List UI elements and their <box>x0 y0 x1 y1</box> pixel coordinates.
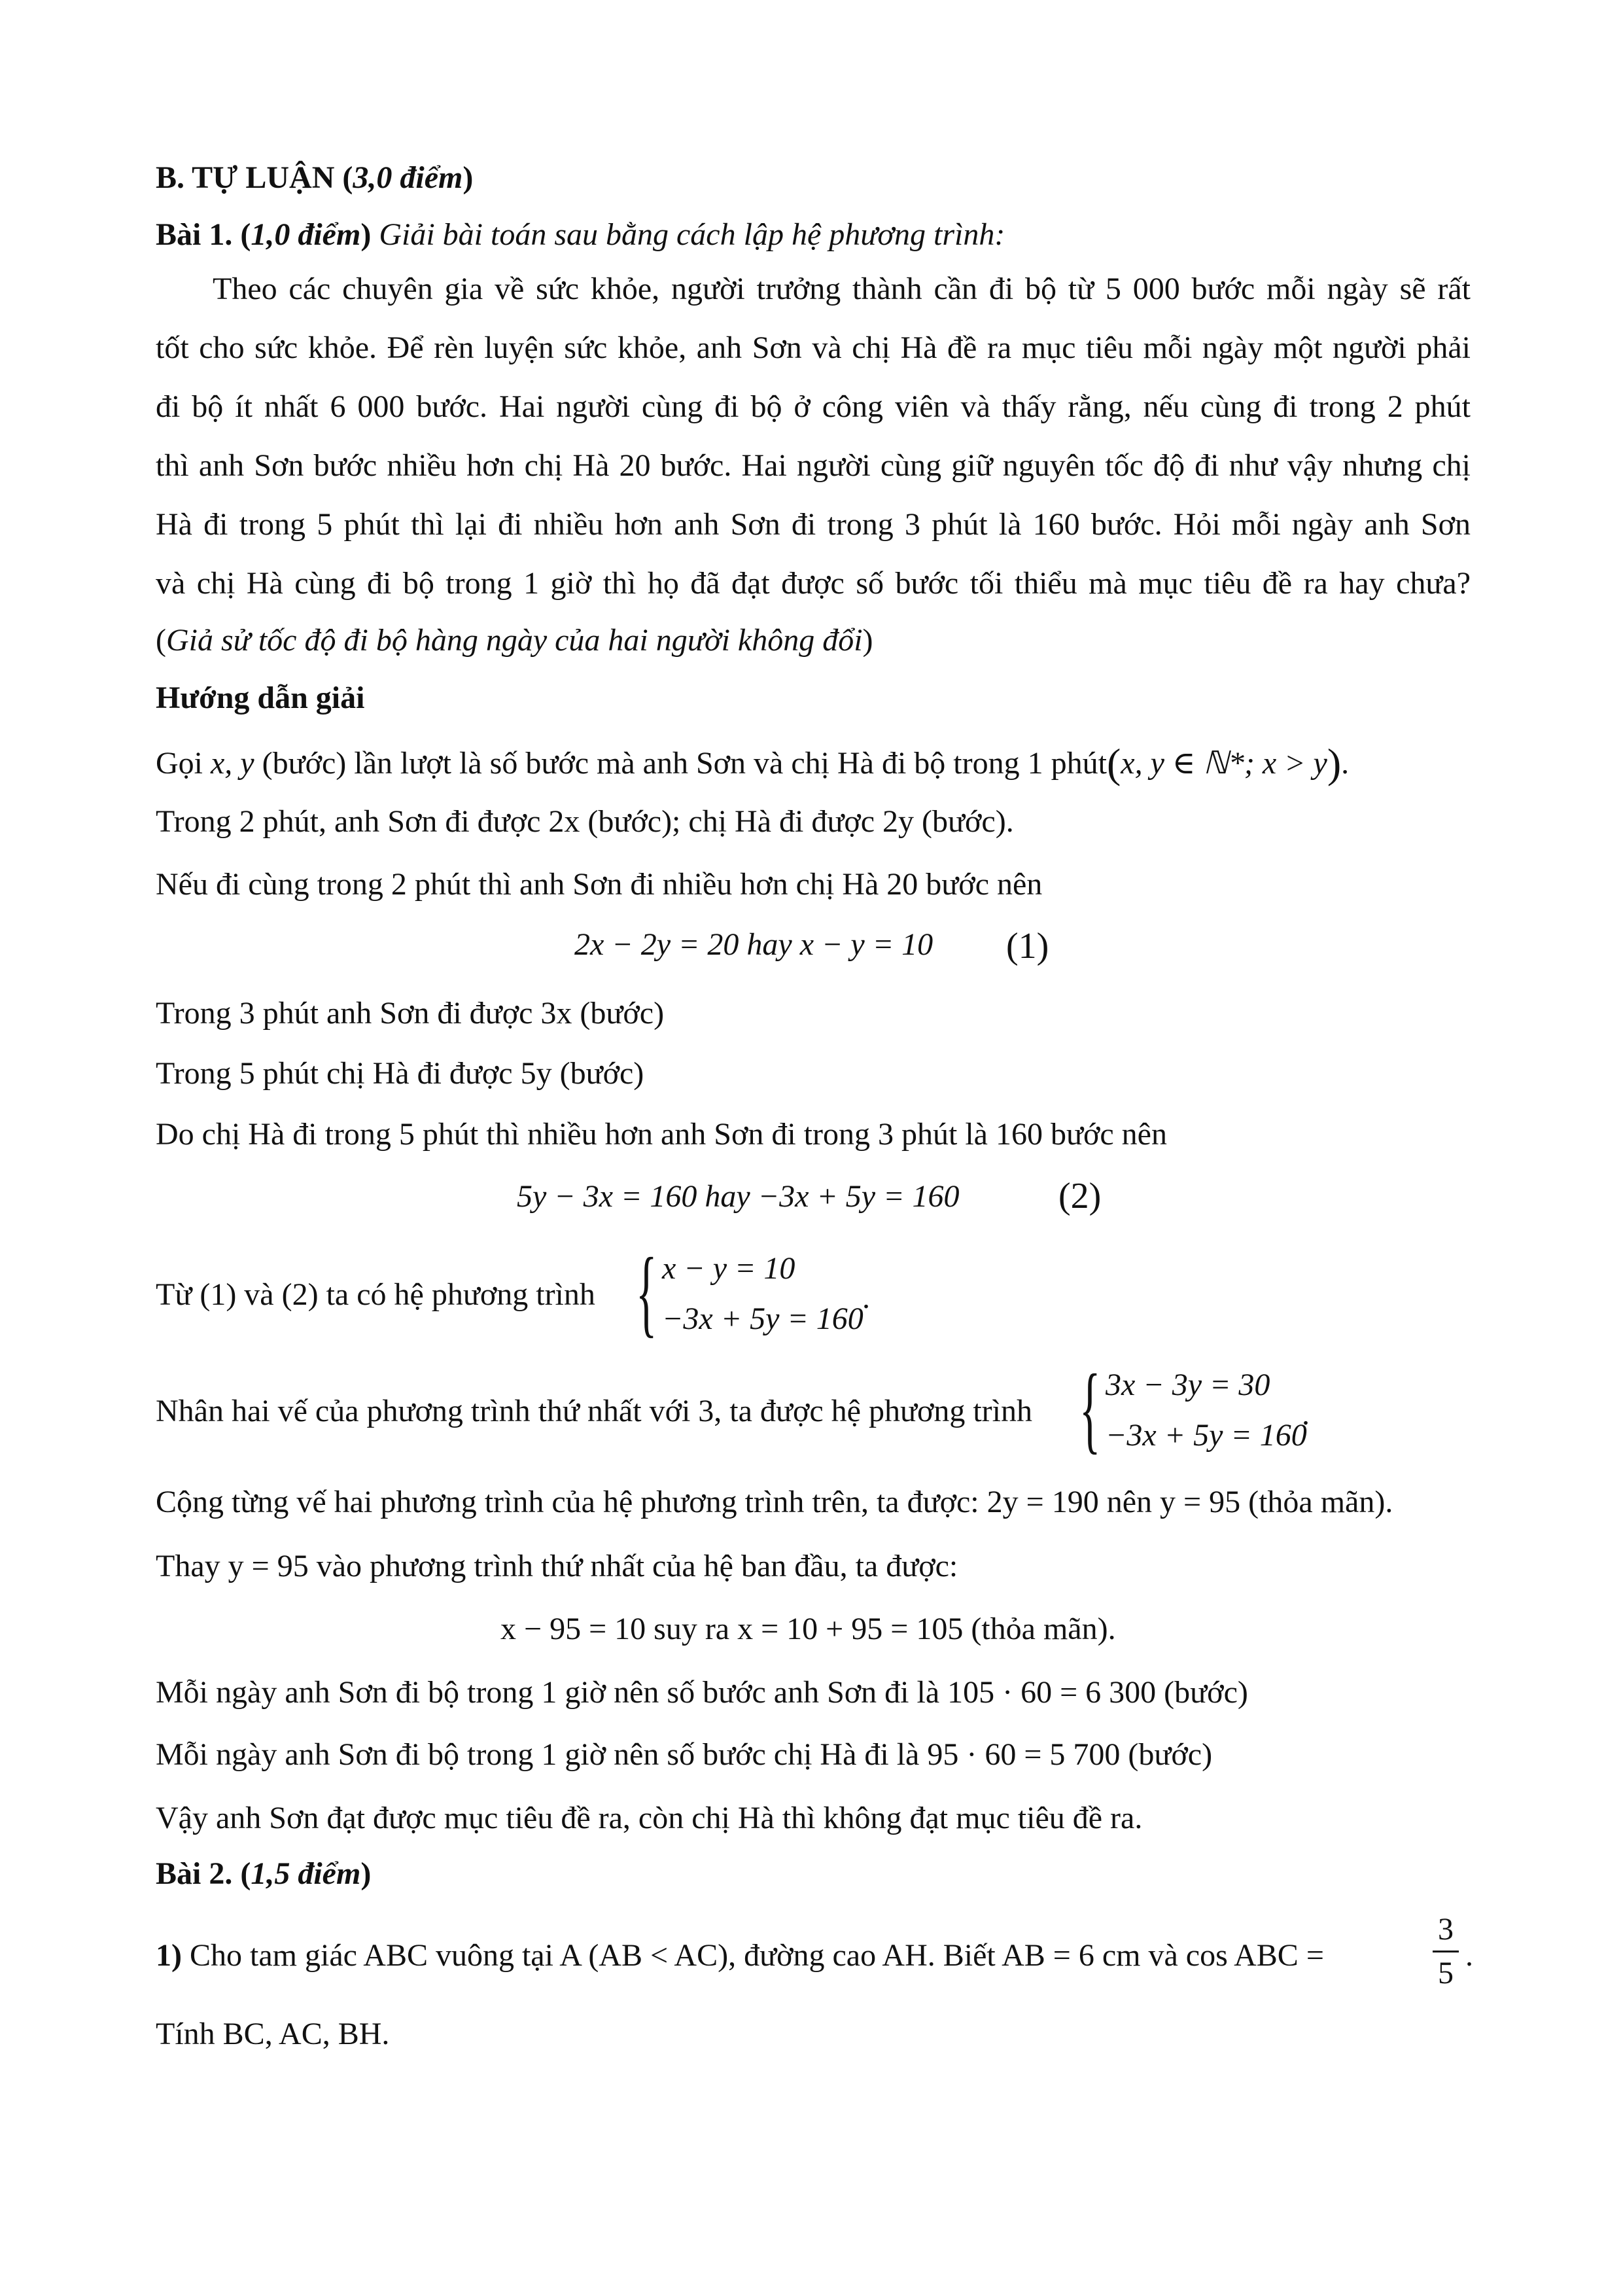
problem-line-1: Theo các chuyên gia về sức khỏe, người trưởng thành cần đi bộ từ 5 000 bước mỗi ngày sẽ rất <box>213 272 1471 306</box>
equation-1: 2x − 2y = 20 hay x − y = 10 <box>574 927 934 962</box>
equation-3: x − 95 = 10 suy ra x = 10 + 95 = 105 (thỏa mãn). <box>500 1612 1116 1646</box>
solution-line-6: Do chị Hà đi trong 5 phút thì nhiều hơn anh Sơn đi trong 3 phút là 160 bước nên <box>156 1117 1167 1152</box>
bai2-part1: 1) Cho tam giác ABC vuông tại A (AB < AC), đường cao AH. Biết AB = 6 cm và cos ABC = <box>156 1938 1324 1973</box>
section-heading: B. TỰ LUẬN (3,0 điểm) <box>156 160 474 195</box>
solution-line-5: Trong 5 phút chị Hà đi được 5y (bước) <box>156 1056 644 1091</box>
problem-line-6: và chị Hà cùng đi bộ trong 1 giờ thì họ đã đạt được số bước tối thiểu mà mục tiêu đề ra hay chưa? <box>156 566 1471 601</box>
solution-line-12: Mỗi ngày anh Sơn đi bộ trong 1 giờ nên số bước chị Hà đi là 95 · 60 = 5 700 (bước) <box>156 1737 1213 1772</box>
solution-line-1: Gọi x, y (bước) lần lượt là số bước mà anh Sơn và chị Hà đi bộ trong 1 phút(x, y ∈ ℕ*; x > y). <box>156 740 1350 786</box>
equation-1-tag: (1) <box>1006 926 1049 966</box>
guide-heading: Hướng dẫn giải <box>156 680 365 715</box>
system-2-dot: . <box>1302 1397 1310 1432</box>
system-1-eq-a: x − y = 10 <box>662 1251 795 1286</box>
system-2-brace: { <box>1079 1354 1101 1463</box>
system-2-eq-a: 3x − 3y = 30 <box>1106 1368 1270 1402</box>
problem-line-5: Hà đi trong 5 phút thì lại đi nhiều hơn anh Sơn đi trong 3 phút là 160 bước. Hỏi mỗi ngày anh Sơn <box>156 507 1471 542</box>
bai1-heading: Bài 1. (1,0 điểm) Giải bài toán sau bằng cách lập hệ phương trình: <box>156 217 1005 252</box>
solution-line-2: Trong 2 phút, anh Sơn đi được 2x (bước); chị Hà đi được 2y (bước). <box>156 804 1014 839</box>
solution-line-11: Mỗi ngày anh Sơn đi bộ trong 1 giờ nên số bước anh Sơn đi là 105 · 60 = 6 300 (bước) <box>156 1675 1248 1710</box>
equation-2: 5y − 3x = 160 hay −3x + 5y = 160 <box>517 1179 960 1214</box>
system-1-eq-b: −3x + 5y = 160 <box>662 1301 864 1336</box>
solution-line-7: Từ (1) và (2) ta có hệ phương trình <box>156 1277 595 1312</box>
solution-line-8: Nhân hai vế của phương trình thứ nhất với 3, ta được hệ phương trình <box>156 1394 1032 1428</box>
bai2-part1-line2: Tính BC, AC, BH. <box>156 2017 390 2051</box>
solution-line-13: Vậy anh Sơn đạt được mục tiêu đề ra, còn chị Hà thì không đạt mục tiêu đề ra. <box>156 1801 1143 1835</box>
problem-line-2: tốt cho sức khỏe. Để rèn luyện sức khỏe, anh Sơn và chị Hà đề ra mục tiêu mỗi ngày một người phải <box>156 330 1471 365</box>
problem-note: (Giả sử tốc độ đi bộ hàng ngày của hai người không đổi) <box>156 623 873 658</box>
equation-2-tag: (2) <box>1058 1176 1102 1216</box>
system-1-dot: . <box>862 1280 870 1315</box>
system-1-brace: { <box>636 1238 657 1347</box>
system-2-eq-b: −3x + 5y = 160 <box>1106 1418 1307 1453</box>
solution-line-10: Thay y = 95 vào phương trình thứ nhất của hệ ban đầu, ta được: <box>156 1549 958 1583</box>
problem-line-3: đi bộ ít nhất 6 000 bước. Hai người cùng đi bộ ở công viên và thấy rằng, nếu cùng đi trong 2 phút <box>156 389 1471 424</box>
solution-line-9: Cộng từng vế hai phương trình của hệ phương trình trên, ta được: 2y = 190 nên y = 95 (thỏa mãn). <box>156 1485 1393 1519</box>
fraction-3-over-5: 3 5 <box>1433 1914 1459 1989</box>
problem-line-4: thì anh Sơn bước nhiều hơn chị Hà 20 bước. Hai người cùng giữ nguyên tốc độ đi như vậy nhưng chị <box>156 448 1471 483</box>
bai2-part1-end: . <box>1465 1938 1473 1973</box>
solution-line-4: Trong 3 phút anh Sơn đi được 3x (bước) <box>156 996 665 1031</box>
solution-line-3: Nếu đi cùng trong 2 phút thì anh Sơn đi nhiều hơn chị Hà 20 bước nên <box>156 867 1043 902</box>
bai2-heading: Bài 2. (1,5 điểm) <box>156 1856 372 1891</box>
